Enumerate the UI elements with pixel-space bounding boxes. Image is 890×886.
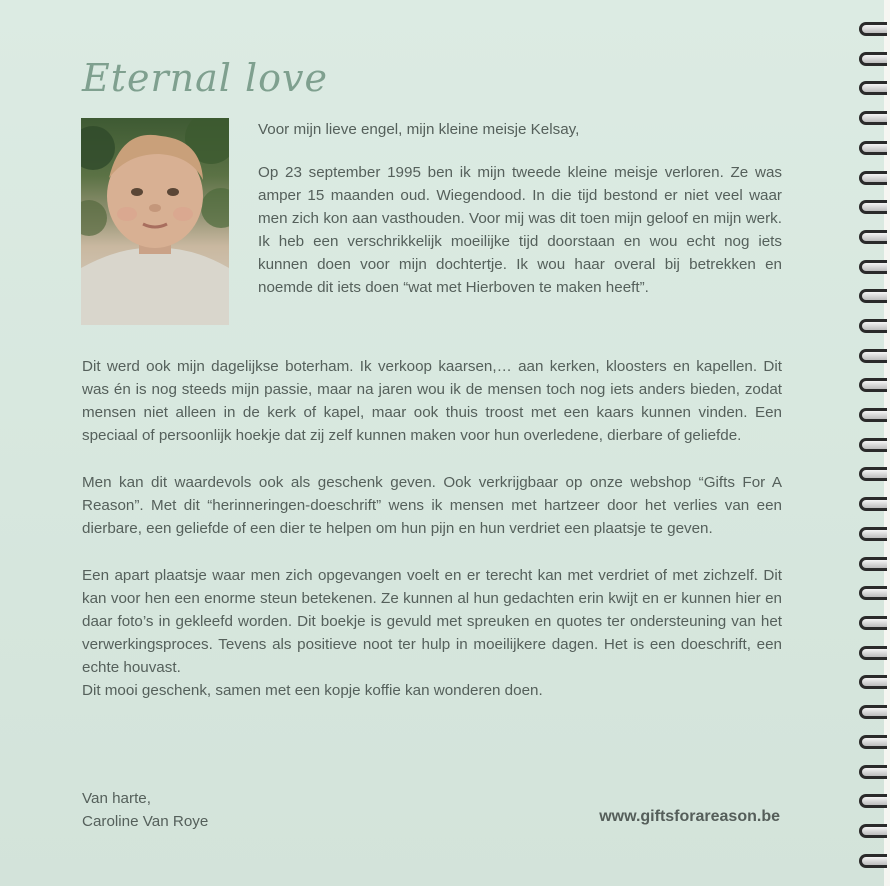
greeting: Voor mijn lieve engel, mijn kleine meisje Kelsay,: [258, 121, 580, 138]
spiral-ring-icon: [859, 349, 887, 363]
spiral-ring-icon: [859, 408, 887, 422]
spiral-ring-icon: [859, 794, 887, 808]
spiral-ring-icon: [859, 230, 887, 244]
spiral-ring-icon: [859, 705, 887, 719]
intro-text: [258, 118, 782, 299]
page-title: Eternal love: [82, 56, 329, 100]
spiral-ring-icon: [859, 646, 887, 660]
spiral-ring-icon: [859, 616, 887, 630]
intro-paragraph: Op 23 september 1995 ben ik mijn tweede kleine meisje verloren. Ze was amper 15 maanden oud. Wiegendood. In die tijd bestond er niet veel waar men zich kon aan vasthouden. Voor mij was dit toen mijn geloof en mijn werk. Ik heb een verschrikkelijk moeilijke tijd doorstaan en wou echt nog iets kunnen doen voor mijn dochtertje. Ik wou haar overal bij betrekken en noemde dit iets doen “wat met Hierboven te maken heeft”.: [258, 164, 782, 296]
spiral-ring-icon: [859, 111, 887, 125]
spiral-binding-icon: [856, 0, 890, 886]
spiral-ring-icon: [859, 378, 887, 392]
website-link[interactable]: www.giftsforareason.be: [599, 808, 780, 825]
spiral-ring-icon: [859, 586, 887, 600]
signature: [82, 787, 382, 833]
paragraph-3: Een apart plaatsje waar men zich opgevangen voelt en er terecht kan met verdriet of met zichzelf. Dit kan voor hen een enorme steun betekenen. Ze kunnen al hun gedachten erin kwijt en er kunnen hier en daar foto’s in gekleefd worden. Dit boekje is gevuld met spreuken en quotes ter ondersteuning van het verwerkingsproces. Tevens als positieve noot ter hulp in moeilijkere dagen. Het is een doeschrift, een echte houvast.: [82, 567, 782, 676]
spiral-ring-icon: [859, 171, 887, 185]
spiral-ring-icon: [859, 141, 887, 155]
signature-name: Caroline Van Roye: [82, 813, 209, 830]
spiral-ring-icon: [859, 675, 887, 689]
signature-closing: Van harte,: [82, 790, 151, 807]
spiral-ring-icon: [859, 735, 887, 749]
spiral-ring-icon: [859, 52, 887, 66]
spiral-ring-icon: [859, 438, 887, 452]
spiral-ring-icon: [859, 22, 887, 36]
spiral-ring-icon: [859, 289, 887, 303]
paragraph-4: Dit mooi geschenk, samen met een kopje koffie kan wonderen doen.: [82, 682, 543, 699]
child-photo: [81, 118, 229, 325]
spiral-ring-icon: [859, 81, 887, 95]
spiral-ring-icon: [859, 467, 887, 481]
spiral-ring-icon: [859, 260, 887, 274]
spiral-ring-icon: [859, 765, 887, 779]
spiral-ring-icon: [859, 557, 887, 571]
spiral-ring-icon: [859, 200, 887, 214]
paragraph-1: Dit werd ook mijn dagelijkse boterham. Ik verkoop kaarsen,… aan kerken, kloosters en kapellen. Dit was én is nog steeds mijn passie, maar na jaren wou ik de mensen toch nog iets anders bieden, zodat mensen niet alleen in de kerk of kapel, maar ook thuis troost met een kaars kunnen vinden. Een speciaal of persoonlijk hoekje dat zij zelf kunnen maken voor hun overledene, dierbare of geliefde.: [82, 358, 782, 444]
paragraph-2: Men kan dit waardevols ook als geschenk geven. Ook verkrijgbaar op onze webshop “Gifts For A Reason”. Met dit “herinneringen-doeschrift” wens ik mensen met hartzeer door het verlies van een dierbare, een geliefde of een dier te helpen om hun pijn en hun verdriet een plaatsje te geven.: [82, 474, 782, 537]
spiral-ring-icon: [859, 497, 887, 511]
body-text: [82, 355, 782, 726]
spiral-ring-icon: [859, 319, 887, 333]
spiral-ring-icon: [859, 824, 887, 838]
spiral-ring-icon: [859, 854, 887, 868]
spiral-ring-icon: [859, 527, 887, 541]
